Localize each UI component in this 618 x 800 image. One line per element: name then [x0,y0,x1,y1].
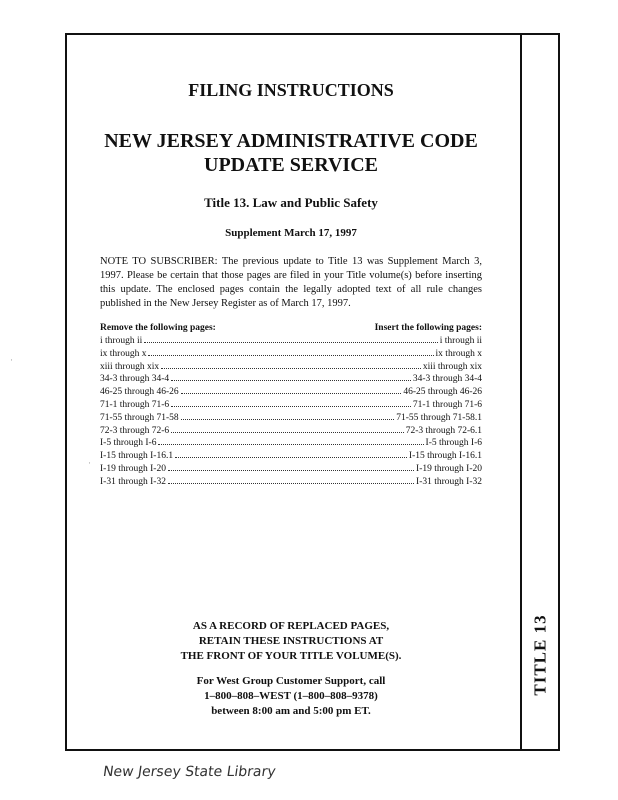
dot-leader [161,368,421,369]
insert-pages: I-31 through I-32 [416,476,482,487]
insert-pages: I-5 through I-6 [425,438,482,449]
page-replacement-list [100,323,482,489]
filing-instructions-content [100,70,482,719]
insert-pages: I-15 through I-16.1 [408,451,482,462]
page-list-row [100,412,482,425]
dot-leader [148,355,433,356]
insert-pages: 71-1 through 71-6 [412,399,482,410]
remove-pages: xiii through xix [100,361,160,372]
side-tab-label: TITLE 13 [531,614,551,696]
code-title [100,129,482,177]
library-stamp: New Jersey State Library [101,764,277,780]
remove-header: Remove the following pages: [100,323,216,333]
scan-speck: · [10,355,13,365]
remove-pages: 72-3 through 72-6 [100,425,170,436]
remove-pages: 71-1 through 71-6 [100,399,170,410]
retain-line3: THE FRONT OF YOUR TITLE VOLUME(S). [180,649,402,662]
scan-speck: · [88,458,91,468]
insert-pages: ix through x [435,348,482,359]
remove-pages: 34-3 through 34-4 [100,374,170,385]
title-side-tab [522,600,560,710]
page-list-row [100,373,482,386]
page-list-header [100,323,482,333]
page-list-row [100,335,482,348]
remove-pages: I-19 through I-20 [100,463,166,474]
insert-header: Insert the following pages: [374,323,482,333]
dot-leader [158,444,423,445]
retain-notice [100,619,482,664]
remove-pages: ix through x [100,348,147,359]
filing-instructions-heading: FILING INSTRUCTIONS [188,80,394,100]
support-hours: between 8:00 am and 5:00 pm ET. [211,704,371,717]
dot-leader [144,342,438,343]
remove-pages: I-15 through I-16.1 [100,451,174,462]
dot-leader [168,483,414,484]
customer-support [100,674,482,719]
supplement-date: Supplement March 17, 1997 [225,227,357,239]
insert-pages: 71-55 through 71-58.1 [396,412,482,423]
insert-pages: 72-3 through 72-6.1 [405,425,482,436]
page-list-row [100,348,482,361]
dot-leader [168,470,414,471]
insert-pages: xiii through xix [422,361,482,372]
insert-pages: i through ii [439,336,482,346]
page-list-row [100,399,482,412]
insert-pages: I-19 through I-20 [416,463,482,474]
remove-pages: 71-55 through 71-58 [100,412,179,423]
remove-pages: 46-25 through 46-26 [100,387,179,398]
page-list-row [100,361,482,374]
title-line: Title 13. Law and Public Safety [204,195,378,210]
insert-pages: 46-25 through 46-26 [403,387,482,398]
page-list-row [100,425,482,438]
retain-line2: RETAIN THESE INSTRUCTIONS AT [198,634,384,647]
dot-leader [181,419,395,420]
dot-leader [171,432,404,433]
code-title-line2: UPDATE SERVICE [204,154,378,176]
dot-leader [171,406,411,407]
dot-leader [175,457,407,458]
remove-pages: I-31 through I-32 [100,476,166,487]
insert-pages: 34-3 through 34-4 [412,374,482,385]
dot-leader [171,380,411,381]
page-list-row [100,476,482,489]
note-to-subscriber: NOTE TO SUBSCRIBER: The previous update to Title 13 was Supplement March 3, 1997. Please be certain that those pages are filed in your Title volume(s) before inserting this update. The enclosed pages contain the legally adopted text of all rule changes published in the New Jersey Register as of March 17, 1997. [100,256,482,309]
page-list-row [100,463,482,476]
page-list-rows [100,335,482,489]
page-list-row [100,386,482,399]
remove-pages: I-5 through I-6 [100,438,157,449]
support-line1: For West Group Customer Support, call [196,674,386,687]
page-list-row [100,437,482,450]
remove-pages: i through ii [100,336,143,346]
code-title-line1: NEW JERSEY ADMINISTRATIVE CODE [104,130,478,152]
retain-line1: AS A RECORD OF REPLACED PAGES, [192,619,390,632]
page-list-row [100,450,482,463]
dot-leader [181,393,402,394]
support-phone: 1–800–808–WEST (1–800–808–9378) [204,689,378,702]
